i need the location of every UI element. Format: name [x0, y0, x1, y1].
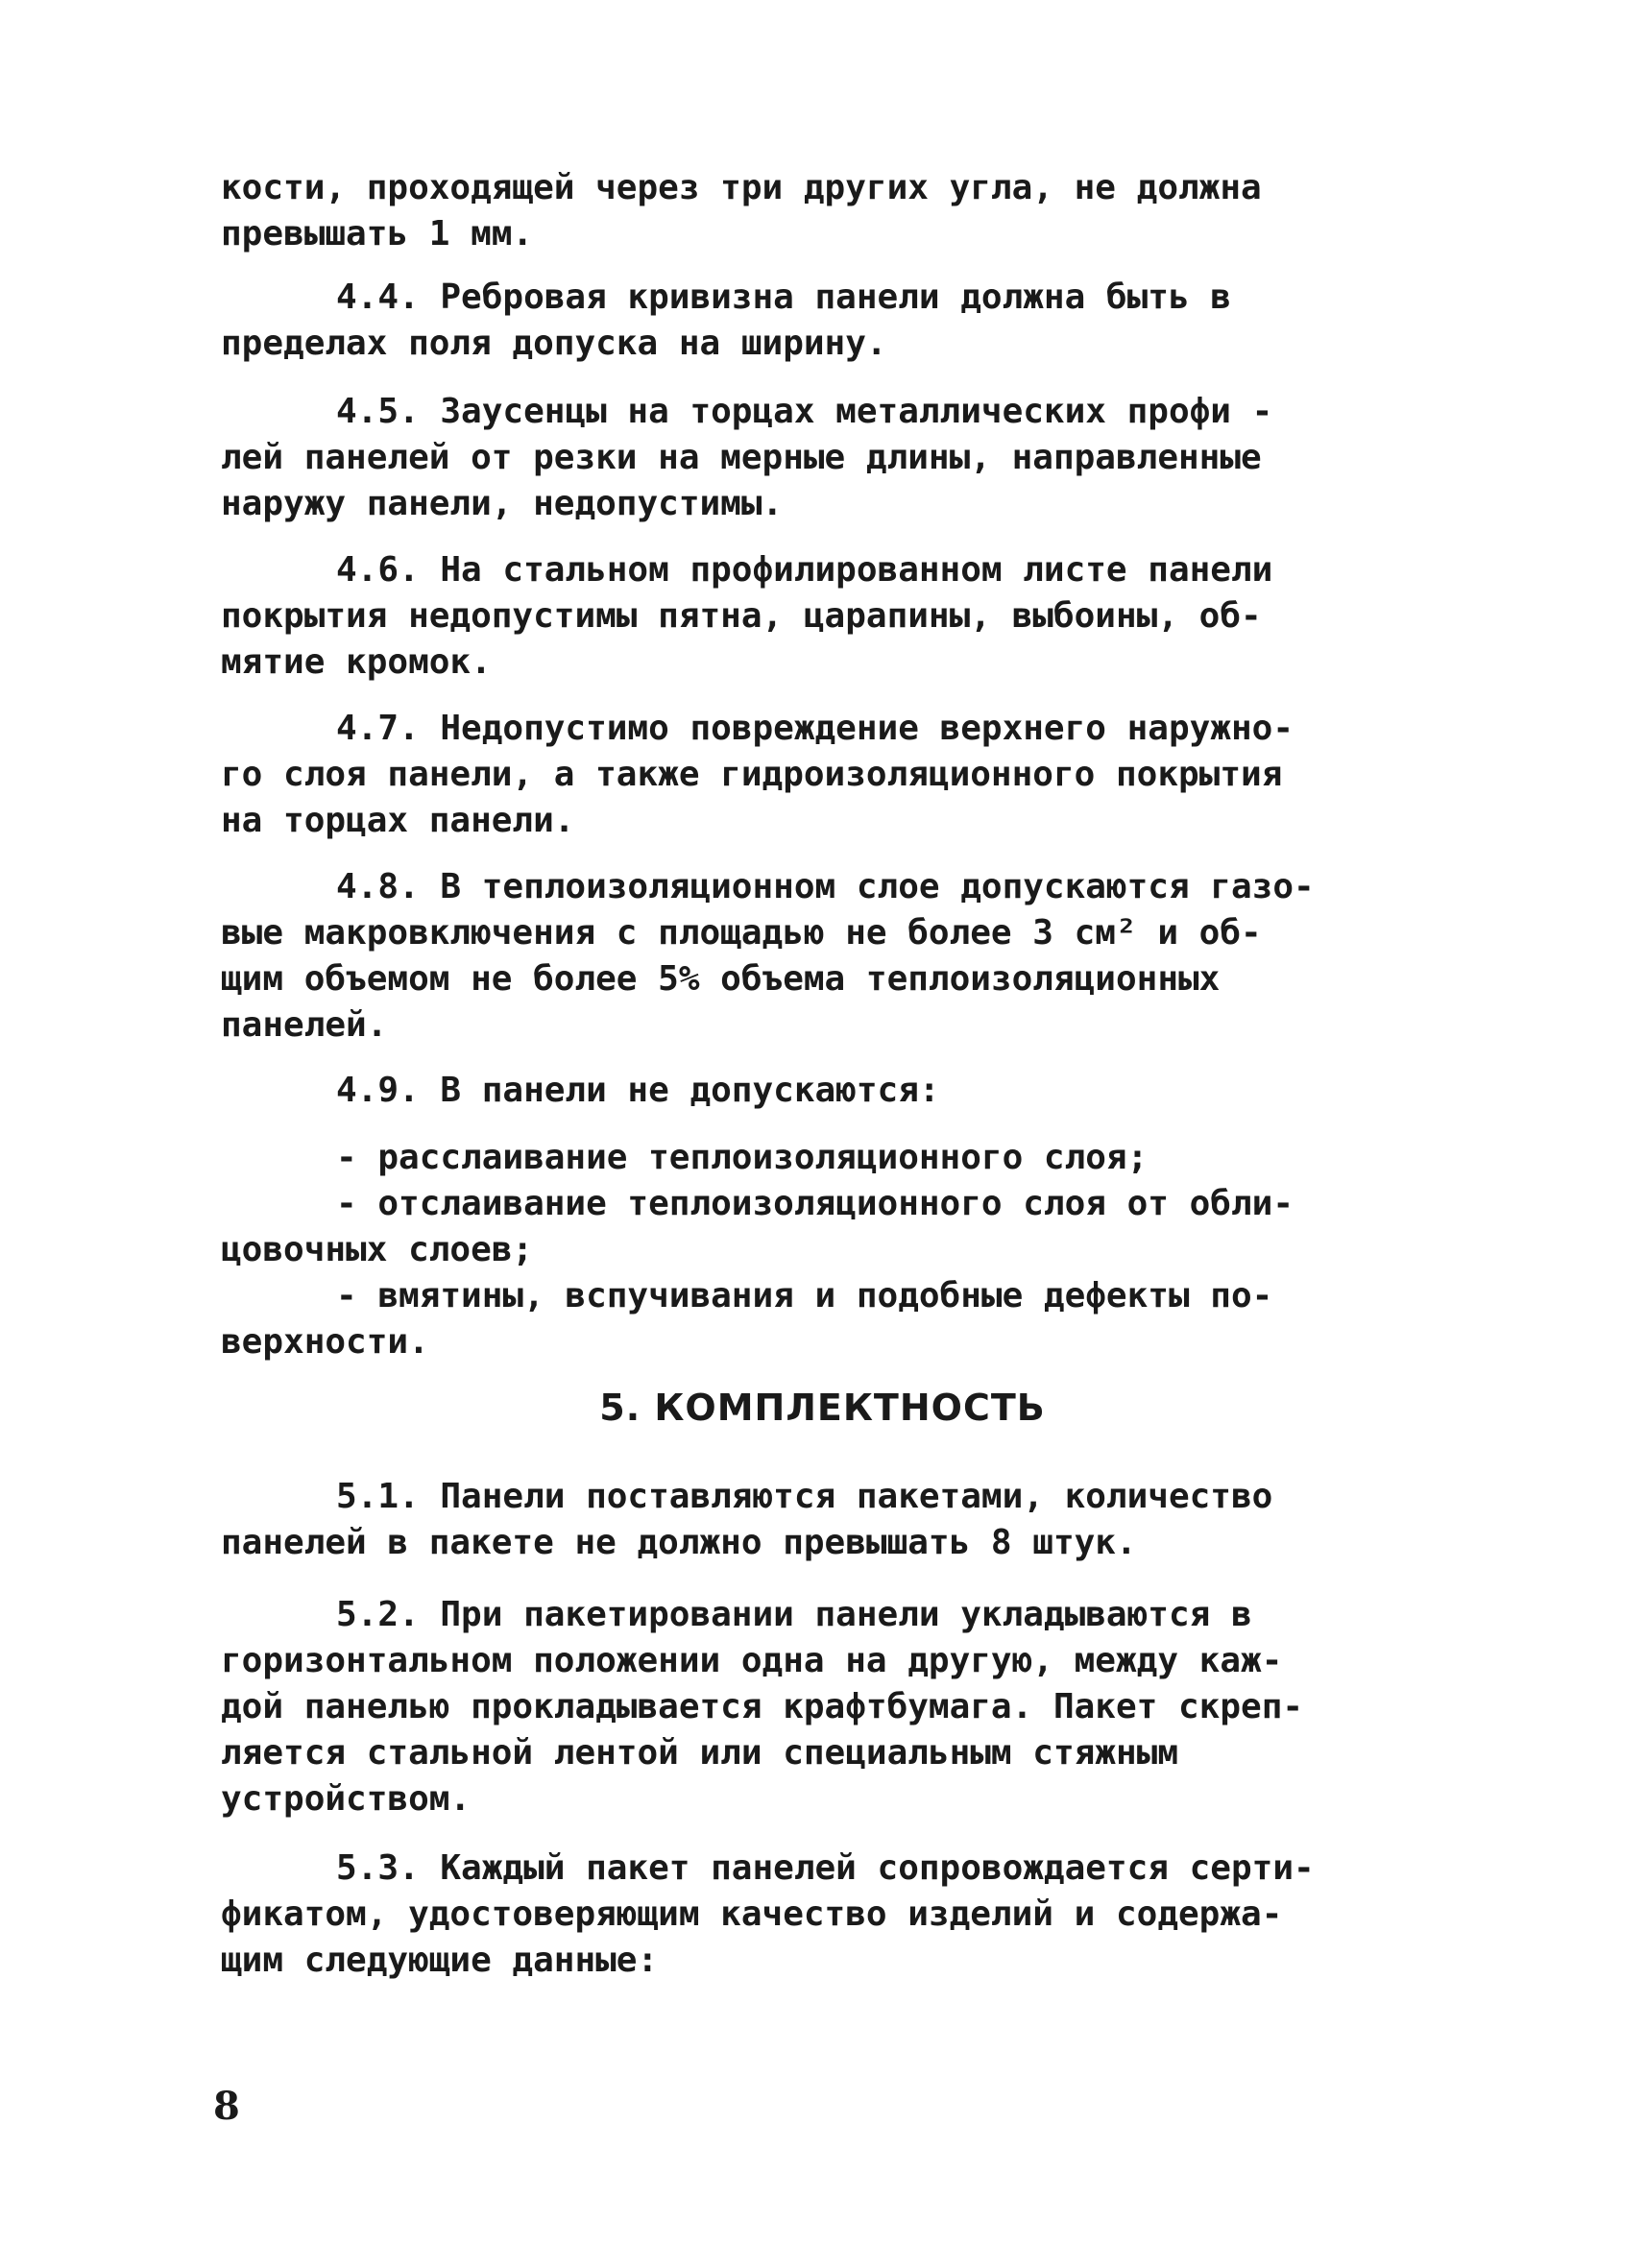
list-item: - вмятины, вспучивания и подобные дефекты по-: [336, 1276, 1273, 1315]
text-line: превышать 1 мм.: [221, 214, 534, 253]
paragraph-4-9: [221, 1068, 1421, 1114]
paragraph-4-6: [221, 547, 1421, 686]
text-line: 4.4. Ребровая кривизна панели должна быть в: [336, 277, 1231, 317]
paragraph-intro: [221, 165, 1421, 257]
text-line: мятие кромок.: [221, 642, 492, 682]
list-item: - отслаивание теплоизоляционного слоя от обли-: [336, 1184, 1294, 1223]
paragraph-4-7: [221, 706, 1421, 844]
text-line: го слоя панели, а также гидроизоляционного покрытия: [221, 755, 1283, 794]
text-line: 5.1. Панели поставляются пакетами, количество: [336, 1477, 1273, 1516]
text-line: цовочных слоев;: [221, 1230, 534, 1269]
text-line: покрытия недопустимы пятна, царапины, выбоины, об-: [221, 596, 1262, 636]
text-line: пределах поля допуска на ширину.: [221, 324, 887, 363]
text-line: 4.7. Недопустимо повреждение верхнего наружно-: [336, 709, 1294, 748]
paragraph-5-2: [221, 1592, 1421, 1822]
text-line: лей панелей от резки на мерные длины, направленные: [221, 438, 1262, 477]
section-heading: 5. КОМПЛЕКТНОСТЬ: [599, 1387, 1046, 1429]
list-item: - расслаивание теплоизоляционного слоя;: [336, 1138, 1149, 1177]
paragraph-4-5: [221, 389, 1421, 527]
paragraph-5-1: [221, 1474, 1421, 1566]
text-line: горизонтальном положении одна на другую, между каж-: [221, 1641, 1283, 1680]
page-number: 8: [213, 2084, 240, 2129]
text-line: 4.6. На стальном профилированном листе панели: [336, 550, 1273, 590]
text-line: панелей в пакете не должно превышать 8 штук.: [221, 1523, 1137, 1562]
text-line: дой панелью прокладывается крафтбумага. Пакет скреп-: [221, 1687, 1304, 1726]
paragraph-4-4: [221, 275, 1421, 367]
text-line: верхности.: [221, 1322, 429, 1362]
text-line: 5.2. При пакетировании панели укладываются в: [336, 1595, 1252, 1634]
text-line: ляется стальной лентой или специальным стяжным: [221, 1733, 1178, 1773]
text-line: панелей.: [221, 1005, 388, 1045]
text-line: на торцах панели.: [221, 801, 575, 840]
defects-list: [221, 1135, 1421, 1365]
text-line: щим следующие данные:: [221, 1941, 659, 1980]
paragraph-5-3: [221, 1846, 1421, 1984]
text-line: 4.8. В теплоизоляционном слое допускаются газо-: [336, 867, 1315, 906]
text-line: вые макровключения с площадью не более 3 см² и об-: [221, 913, 1262, 953]
text-line: устройством.: [221, 1779, 472, 1819]
paragraph-4-8: [221, 864, 1421, 1049]
text-line: 4.5. Заусенцы на торцах металлических профи -: [336, 392, 1273, 431]
text-line: 4.9. В панели не допускаются:: [336, 1071, 940, 1110]
text-line: щим объемом не более 5% объема теплоизоляционных: [221, 959, 1221, 999]
text-line: наружу панели, недопустимы.: [221, 484, 784, 523]
text-line: 5.3. Каждый пакет панелей сопровождается серти-: [336, 1848, 1315, 1888]
text-line: кости, проходящей через три других угла, не должна: [221, 168, 1262, 207]
text-line: фикатом, удостоверяющим качество изделий и содержа-: [221, 1894, 1283, 1934]
